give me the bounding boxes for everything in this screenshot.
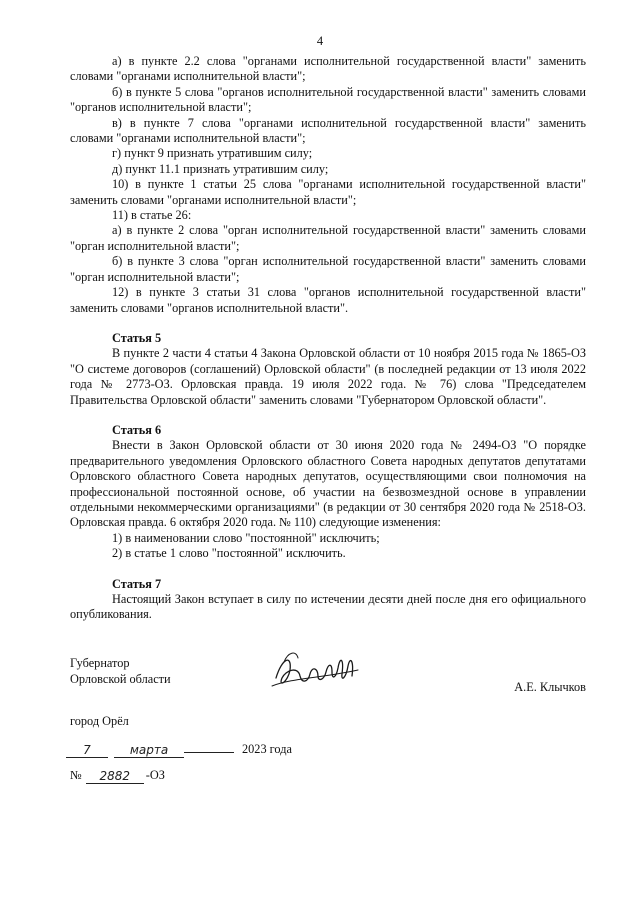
- article-6-item-1: 1) в наименовании слово "постоянной" исключить;: [112, 530, 380, 545]
- article-6-item-2: 2) в статье 1 слово "постоянной" исключить.: [112, 546, 346, 561]
- article-7-text: Настоящий Закон вступает в силу по истечении десяти дней после дня его официального опубликования.: [70, 592, 586, 622]
- signatory-title-line-2: Орловской области: [70, 671, 171, 686]
- law-number: [70, 768, 165, 784]
- paragraph: а) в пункте 2.2 слова "органами исполнительной государственной власти" заменить словами "органами исполнительной власти";: [70, 54, 586, 84]
- paragraph: в) в пункте 7 слова "органами исполнительной государственной власти" заменить словами "органами исполнительной власти";: [70, 115, 586, 146]
- paragraph: 12) в пункте 3 статьи 31 слова "органов исполнительной государственной власти" заменить словами "органов исполнительной власти".: [70, 285, 586, 315]
- article-5-heading: Статья 5: [112, 330, 162, 345]
- paragraph: а) в пункте 2 слова "орган исполнительной государственной власти" заменить словами "орган исполнительной власти";: [70, 223, 586, 253]
- city: город Орёл: [70, 714, 129, 728]
- paragraph: г) пункт 9 признать утратившим силу;: [112, 146, 313, 161]
- page-number: 4: [316, 34, 324, 48]
- date-day-field: [66, 742, 108, 758]
- paragraph: 11) в статье 26:: [112, 208, 192, 223]
- law-number-suffix: -ОЗ: [145, 768, 165, 782]
- paragraph: б) в пункте 3 слова "орган исполнительной государственной власти" заменить словами "орган исполнительной власти";: [70, 254, 586, 284]
- signing-date: [66, 742, 292, 758]
- signatory-title: [70, 656, 171, 687]
- law-number-prefix: №: [70, 768, 82, 782]
- paragraph: б) в пункте 5 слова "органов исполнительной государственной власти" заменить словами "органов исполнительной власти";: [70, 84, 586, 115]
- law-number-field: [86, 768, 144, 784]
- date-month-field: [114, 742, 184, 758]
- law-number-value: 2882: [99, 769, 130, 783]
- paragraph: 10) в пункте 1 статьи 25 слова "органами исполнительной государственной власти" заменить словами "органами исполнительной власти";: [70, 177, 586, 207]
- paragraph: д) пункт 11.1 признать утратившим силу;: [112, 161, 329, 176]
- date-day: 7: [83, 743, 91, 757]
- handwritten-signature: [268, 648, 363, 696]
- signatory-name: А.Е. Клычков: [514, 680, 586, 694]
- article-7-heading: Статья 7: [112, 576, 162, 591]
- article-6-text: Внести в Закон Орловской области от 30 июня 2020 года № 2494-ОЗ "О порядке предварительного уведомления Орловского областного Совета народных депутатов депутатами Орловского областного Совета народных депутатов, осуществляющими свои полномочия на профессиональной постоянной основе, об участии на безвозмездной основе в управлении отдельными некоммерческими организациями" (в редакции от 30 сентября 2020 года № 2518-ОЗ. Орловская правда. 6 октября 2020 года. № 110) следующие изменения:: [70, 438, 586, 530]
- document-body: [70, 54, 586, 623]
- article-5-text: В пункте 2 части 4 статьи 4 Закона Орловской области от 10 ноября 2015 года № 1865-ОЗ "О системе договоров (соглашений) Орловской области" (в последней редакции от 13 июля 2022 года № 2773-ОЗ. Орловская правда. 19 июля 2022 года. № 76) слова "Председателем Правительства Орловской области" заменить словами "Губернатором Орловской области".: [70, 346, 586, 407]
- date-year: 2023 года: [242, 742, 292, 756]
- article-6-heading: Статья 6: [112, 422, 162, 437]
- signatory-title-line-1: Губернатор: [70, 656, 130, 670]
- date-month: марта: [129, 743, 169, 757]
